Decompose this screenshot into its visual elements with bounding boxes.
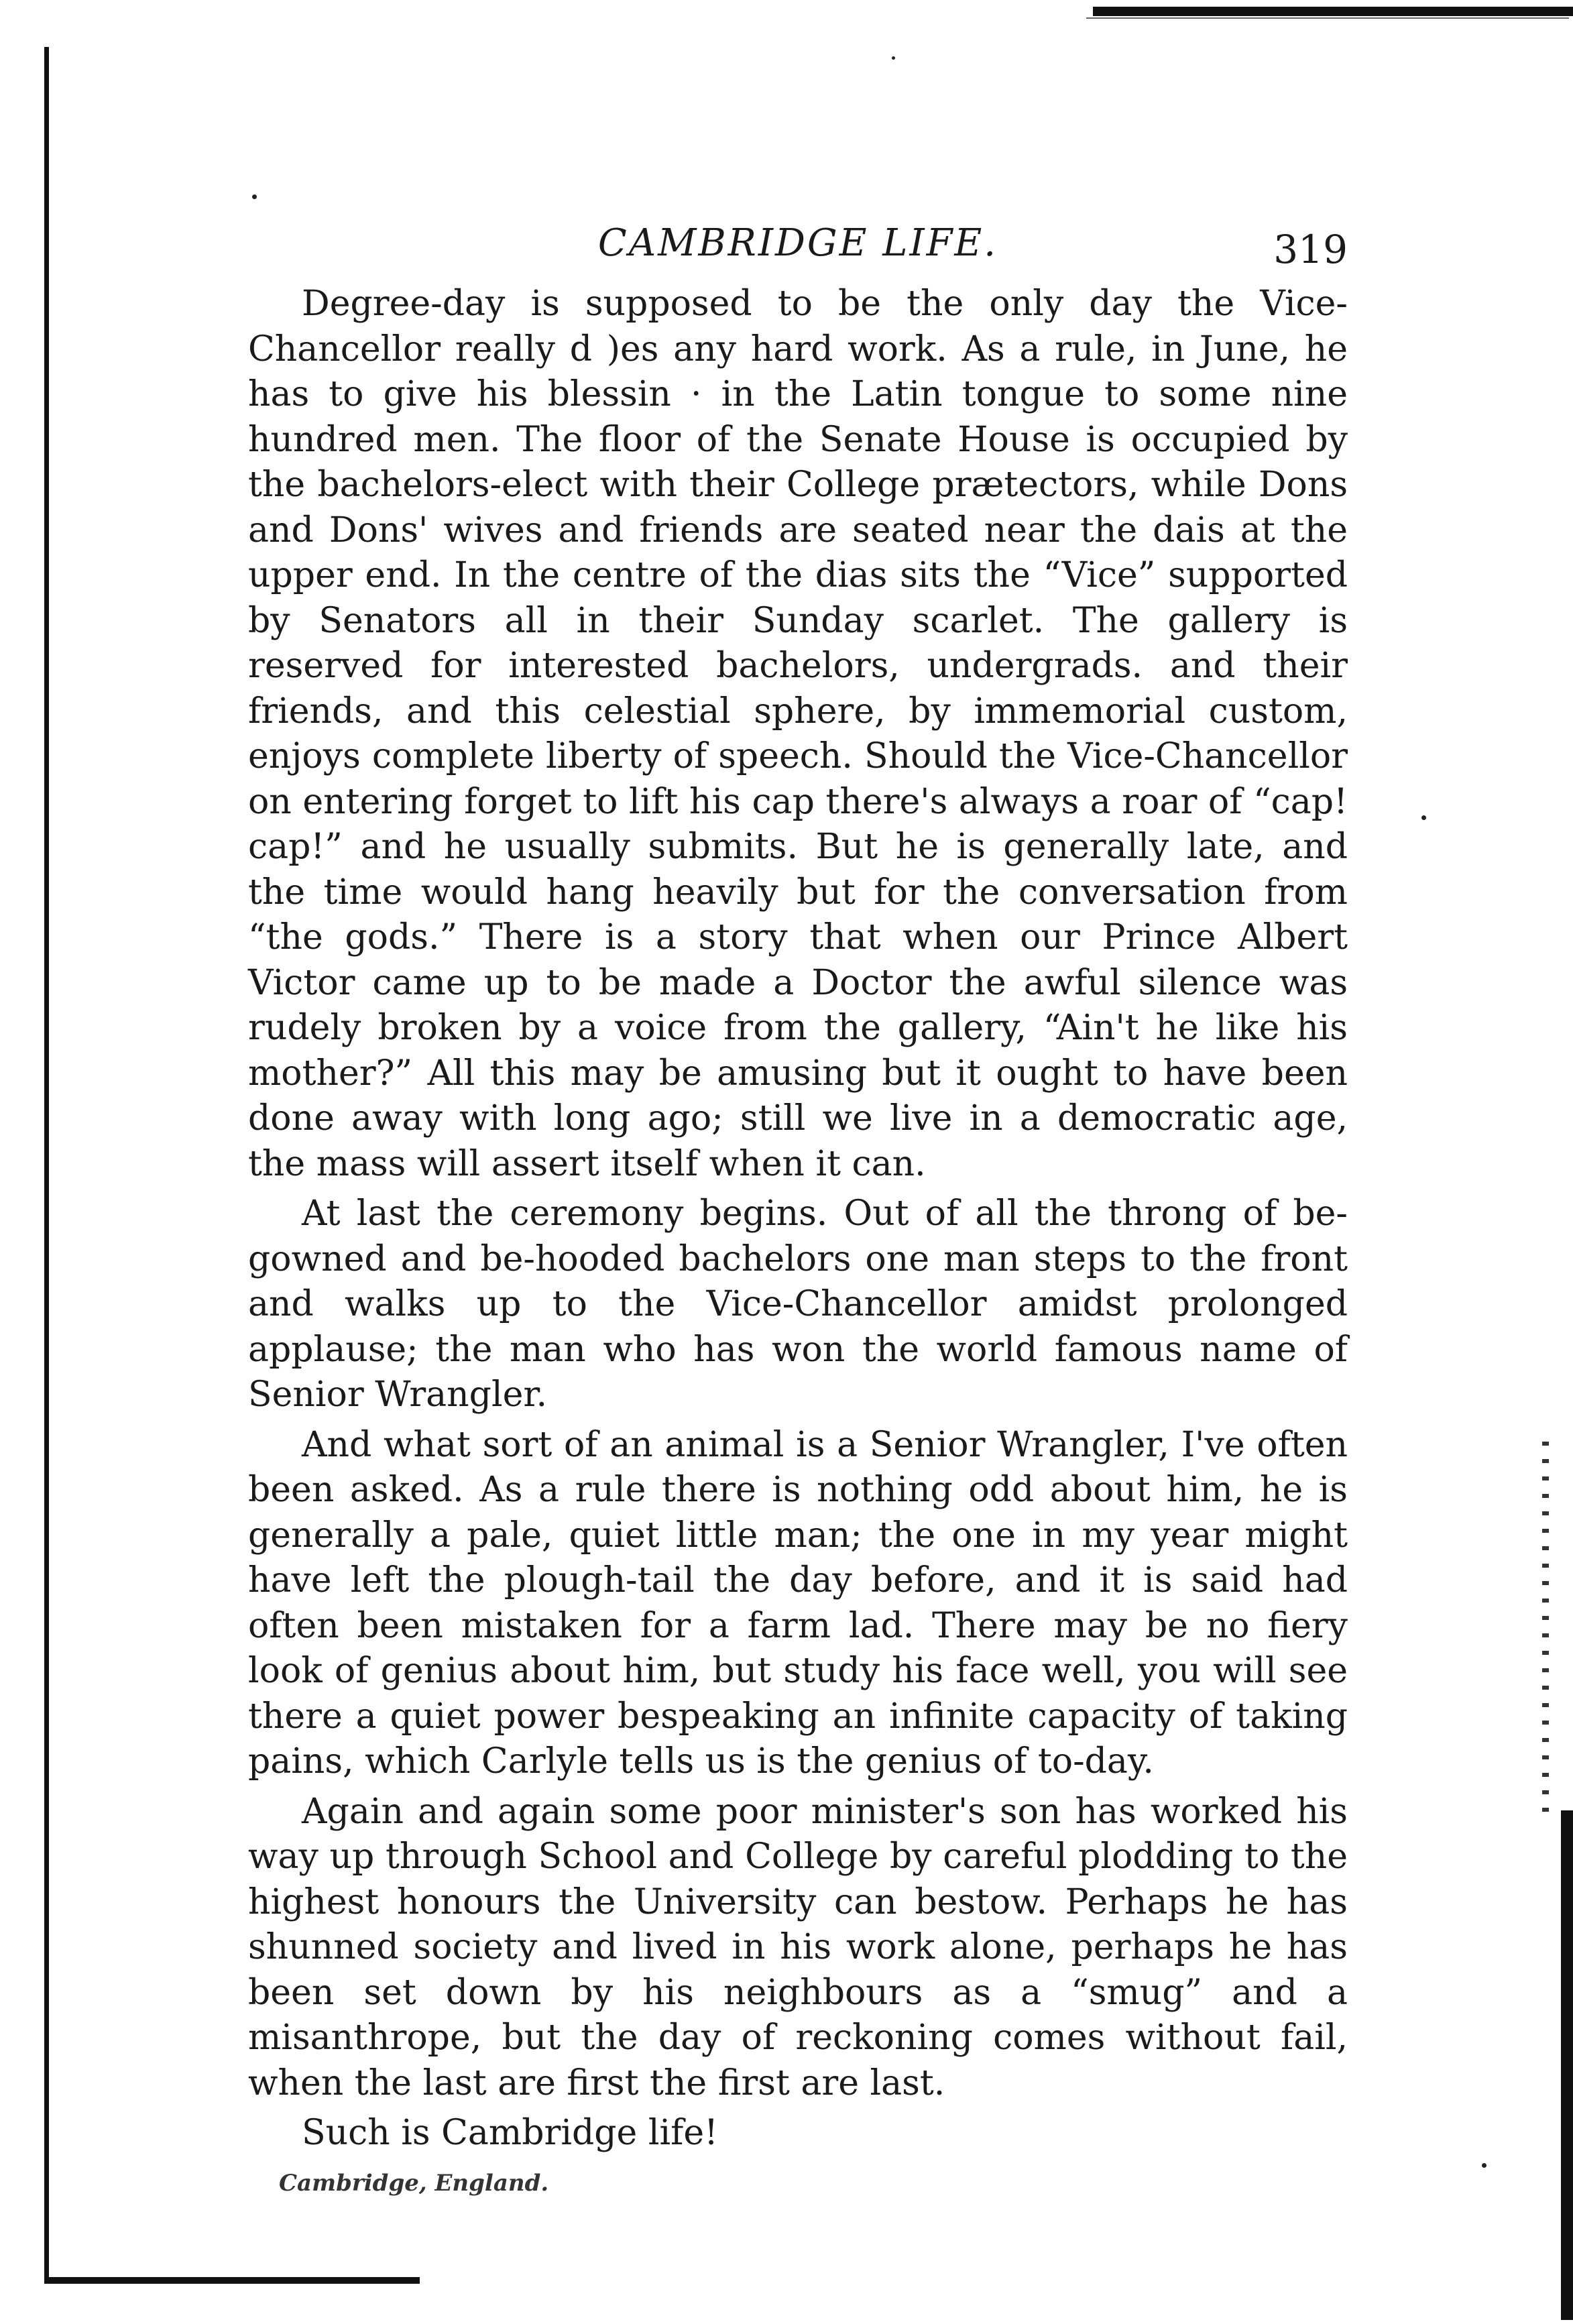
scan-speck [1421, 815, 1426, 820]
article-body [248, 282, 1348, 2156]
paragraph-degree-day: Degree-day is supposed to be the only day the Vice-Chancellor really d )es any hard work. As a rule, in June, he has to give his blessin · in the Latin tongue to some nine hundred men. The floor of the Senate House is occupied by the bachelors-elect with their College prætectors, while Dons and Dons' wives and friends are seated near the dais at the upper end. In the centre of the dias sits the “Vice” supported by Senators all in their Sunday scarlet. The gallery is reserved for interested bachelors, undergrads. and their friends, and this celestial sphere, by immemorial custom, enjoys complete liberty of speech. Should the Vice-Chancellor on entering forget to lift his cap there's always a roar of “cap! cap!” and he usually submits. But he is generally late, and the time would hang heavily but for the conversation from “the gods.” There is a story that when our Prince Albert Victor came up to be made a Doctor the awful silence was rudely broken by a voice from the gallery, “Ain't he like his mother?” All this may be amusing but it ought to have been done away with long ago; still we live in a democratic age, the mass will assert itself when it can. [248, 284, 1348, 1184]
scan-edge-right-noise [1542, 1442, 1549, 1817]
paragraph-closing: Such is Cambridge life! [302, 2113, 719, 2153]
scan-speck [1482, 2163, 1487, 2168]
scan-edge-right [1561, 1810, 1573, 2320]
page-number: 319 [1273, 227, 1348, 272]
scan-edge-left [44, 47, 49, 2280]
running-title: CAMBRIDGE LIFE. [597, 221, 998, 265]
paragraph-ceremony: At last the ceremony begins. Out of all the throng of be-gowned and be-hooded bachelors one man steps to the front and walks up to the Vice-Chancellor amidst prolonged applause; the man who has won the world famous name of Senior Wrangler. [248, 1194, 1348, 1415]
scan-speck [892, 56, 895, 60]
running-head [248, 221, 1348, 282]
scan-edge-top [1093, 7, 1573, 16]
paragraph-ministers-son: Again and again some poor minister's son has worked his way up through School and College by careful plodding to the highest honours the University can bestow. Perhaps he has shunned society and lived in his work alone, perhaps he has been set down by his neighbours as a “smug” and a misanthrope, but the day of reckoning comes without fail, when the last are first the first are last. [248, 1791, 1348, 2103]
scan-edge-bottom [44, 2277, 420, 2284]
book-page [248, 221, 1348, 2197]
signature-location: Cambridge, England. [279, 2169, 549, 2197]
paragraph-senior-wrangler: And what sort of an animal is a Senior Wrangler, I've often been asked. As a rule there is nothing odd about him, he is generally a pale, quiet little man; the one in my year might have left the plough-tail the day before, and it is said had often been mistaken for a farm lad. There may be no fiery look of genius about him, but study his face well, you will see there a quiet power bespeaking an infinite capacity of taking pains, which Carlyle tells us is the genius of to-day. [248, 1424, 1348, 1782]
scan-edge-top-line [1086, 17, 1569, 19]
scan-speck [252, 194, 257, 199]
